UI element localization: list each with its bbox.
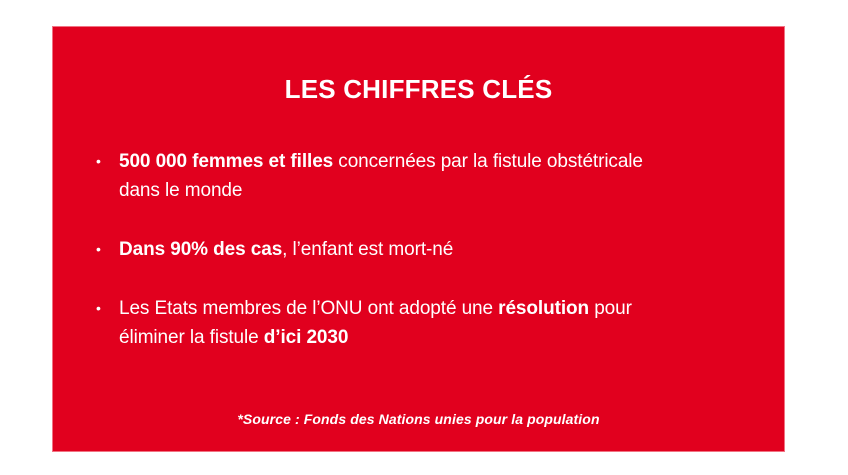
bullet-1-bold: 500 000 femmes et filles — [119, 151, 334, 172]
bullet-2-rest: , l’enfant est mort-né — [282, 239, 454, 260]
bullet-text-2 — [119, 235, 740, 264]
bullet-text-1 — [119, 147, 740, 205]
bullet-1-rest-line1: concernées par la fistule obstétricale — [333, 151, 643, 172]
bullet-3-bold2: d’ici 2030 — [263, 327, 349, 348]
bullet-marker: • — [96, 241, 101, 257]
bullet-2-bold: Dans 90% des cas — [119, 239, 283, 260]
source-note: *Source : Fonds des Nations unies pour la population — [237, 411, 600, 427]
bullet-3-pre: Les Etats membres de l’ONU ont adopté une — [119, 298, 499, 319]
bullet-item-3 — [96, 294, 740, 352]
bullet-marker: • — [96, 300, 101, 316]
slide-title: LES CHIFFRES CLÉS — [284, 74, 553, 104]
bullet-item-2 — [96, 235, 740, 264]
bullet-text-3 — [119, 294, 740, 352]
bullet-list — [53, 147, 784, 352]
bullet-3-post1: pour — [589, 298, 632, 319]
bullet-marker: • — [96, 153, 101, 169]
bullet-1-rest-line2: dans le monde — [119, 180, 243, 201]
bullet-item-1 — [96, 147, 740, 205]
bullet-3-bold1: résolution — [498, 298, 590, 319]
red-panel — [52, 26, 785, 452]
bullet-3-line2-pre: éliminer la fistule — [119, 327, 264, 348]
